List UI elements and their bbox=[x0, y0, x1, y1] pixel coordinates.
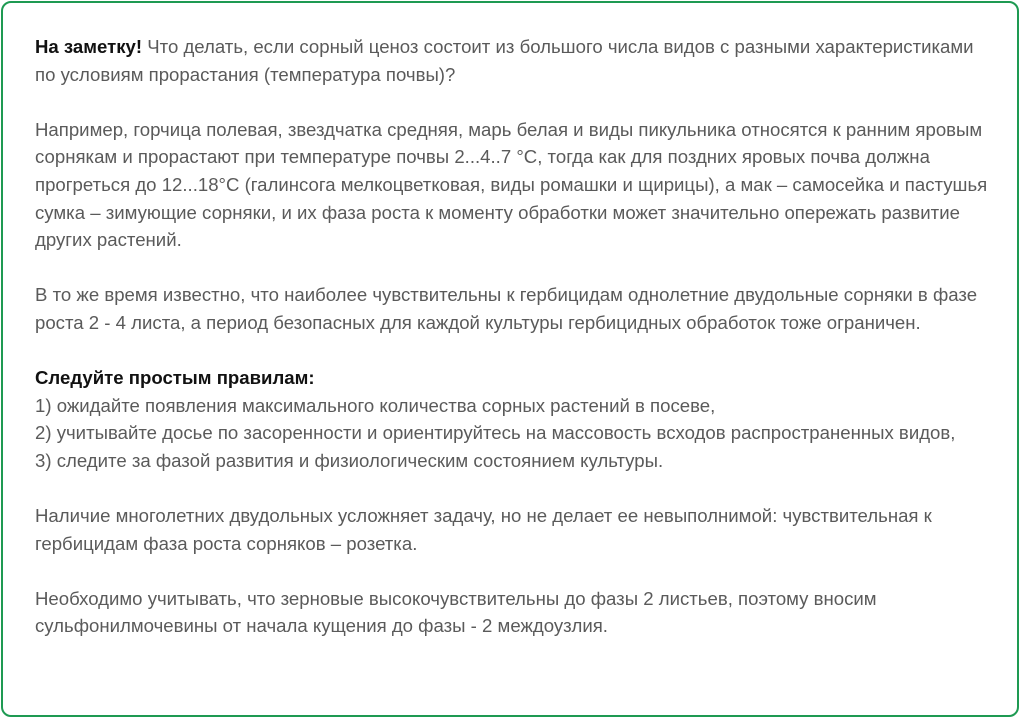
rule-item-2: 2) учитывайте досье по засоренности и ориентируйтесь на массовость всходов распространенных видов, bbox=[35, 422, 956, 444]
rules-block bbox=[35, 364, 995, 474]
note-lead: На заметку! bbox=[35, 36, 143, 57]
rules-heading: Следуйте простым правилам: bbox=[35, 367, 315, 389]
paragraph-early-weeds: Например, горчица полевая, звездчатка средняя, марь белая и виды пикульника относятся к ранним яровым сорнякам и прорастают при температуре почвы 2...4..7 °С, тогда как для поздних яровых почва должна прогреться до 12...18°С (галинсога мелкоцветковая, виды ромашки и щирицы), а мак – самосейка и пастушья сумка – зимующие сорняки, и их фаза роста к моменту обработки может значительно опережать развитие других растений. bbox=[35, 118, 988, 251]
note-question-paragraph bbox=[35, 33, 995, 88]
rule-item-1: 1) ожидайте появления максимального количества сорных растений в посеве, bbox=[35, 394, 716, 416]
note-question: Что делать, если сорный ценоз состоит из большого числа видов с разными характеристиками по условиям прорастания (температура почвы)? bbox=[35, 36, 974, 85]
rule-item-3: 3) следите за фазой развития и физиологическим состоянием культуры. bbox=[35, 449, 664, 471]
paragraph-perennials: Наличие многолетних двудольных усложняет задачу, но не делает ее невыполнимой: чувствительная к гербицидам фаза роста сорняков – розетка. bbox=[35, 505, 932, 554]
paragraph-sensitivity: В то же время известно, что наиболее чувствительны к гербицидам однолетние двудольные сорняки в фазе роста 2 - 4 листа, а период безопасных для каждой культуры гербицидных обработок тоже ограничен. bbox=[35, 284, 978, 333]
note-content bbox=[35, 33, 995, 640]
note-box bbox=[1, 1, 1019, 717]
paragraph-cereals: Необходимо учитывать, что зерновые высокочувствительны до фазы 2 листьев, поэтому вносим сульфонилмочевины от начала кущения до фазы - 2 междоузлия. bbox=[35, 587, 877, 637]
